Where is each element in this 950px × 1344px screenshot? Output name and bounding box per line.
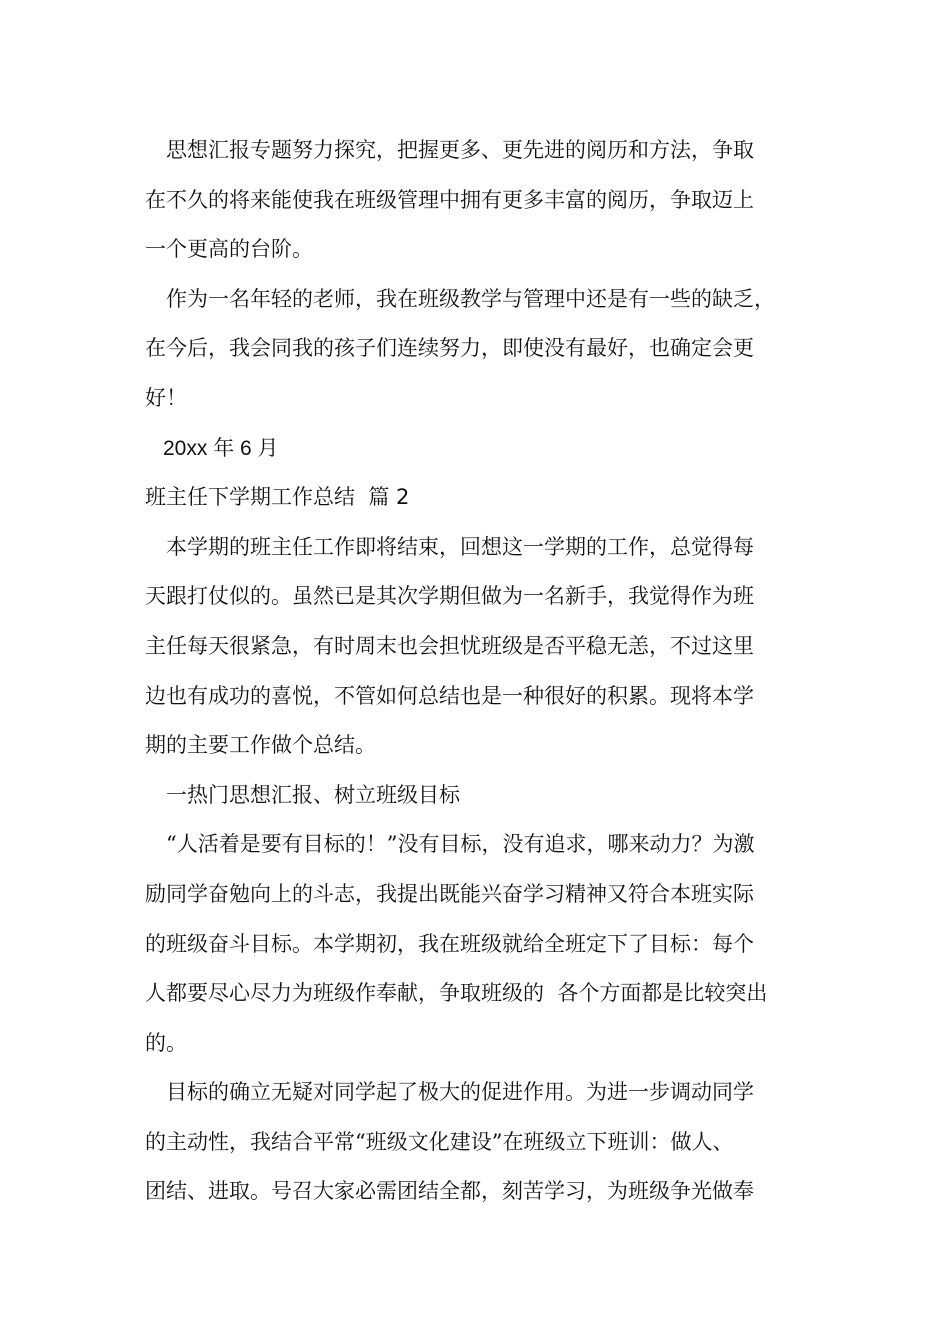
paragraph-class-motto <box>145 1068 825 1217</box>
text-line: 思想汇报专题努力探究，把握更多、更先进的阅历和方法，争取 <box>166 138 754 162</box>
text-line: “人活着是要有目标的！”没有目标，没有追求，哪来动力？为激 <box>166 832 755 857</box>
text-line: 的。 <box>145 1030 187 1055</box>
text-line: 本学期的班主任工作即将结束，回想这一学期的工作，总觉得每 <box>166 534 754 559</box>
text-line: 主任每天很紧急，有时周末也会担忧班级是否平稳无恙，不过这里 <box>145 633 754 658</box>
paragraph-study-methods <box>145 126 825 275</box>
paragraph-goals <box>145 820 825 1068</box>
text-line: 天跟打仗似的。虽然已是其次学期但做为一名新手，我觉得作为班 <box>145 584 754 609</box>
text-line: 作为一名年轻的老师，我在班级教学与管理中还是有一些的缺乏， <box>166 286 775 311</box>
subsection-heading <box>145 771 825 821</box>
text-line: 一个更高的台阶。 <box>145 237 313 262</box>
paragraph-young-teacher <box>145 275 825 424</box>
date-text: 20xx 年 6 月 <box>163 436 279 460</box>
subsection-heading-text: 一热门思想汇报、树立班级目标 <box>166 782 460 807</box>
document-body <box>145 126 825 1217</box>
text-line: 团结、进取。号召大家必需团结全都，刻苦学习，为班级争光做奉 <box>145 1179 754 1204</box>
text-line: 人都要尽心尽力为班级作奉献，争取班级的 各个方面都是比较突出 <box>145 981 768 1006</box>
text-line: 在不久的将来能使我在班级管理中拥有更多丰富的阅历，争取迈上 <box>145 187 754 212</box>
text-line: 励同学奋勉向上的斗志，我提出既能兴奋学习精神又符合本班实际 <box>145 881 754 906</box>
text-line: 的主动性，我结合平常“班级文化建设”在班级立下班训：做人、 <box>145 1129 734 1154</box>
paragraph-semester-summary <box>145 523 825 771</box>
text-line: 目标的确立无疑对同学起了极大的促进作用。为进一步调动同学 <box>166 1080 754 1105</box>
date-line <box>145 424 825 474</box>
text-line: 好！ <box>145 385 187 410</box>
text-line: 期的主要工作做个总结。 <box>145 733 376 758</box>
text-line: 在今后，我会同我的孩子们连续努力，即使没有最好，也确定会更 <box>145 336 754 361</box>
text-line: 的班级奋斗目标。本学期初，我在班级就给全班定下了目标：每个 <box>145 931 754 956</box>
section-title <box>145 473 825 523</box>
text-line: 边也有成功的喜悦，不管如何总结也是一种很好的积累。现将本学 <box>145 683 754 708</box>
section-title-text: 班主任下学期工作总结 篇 2 <box>145 485 410 510</box>
